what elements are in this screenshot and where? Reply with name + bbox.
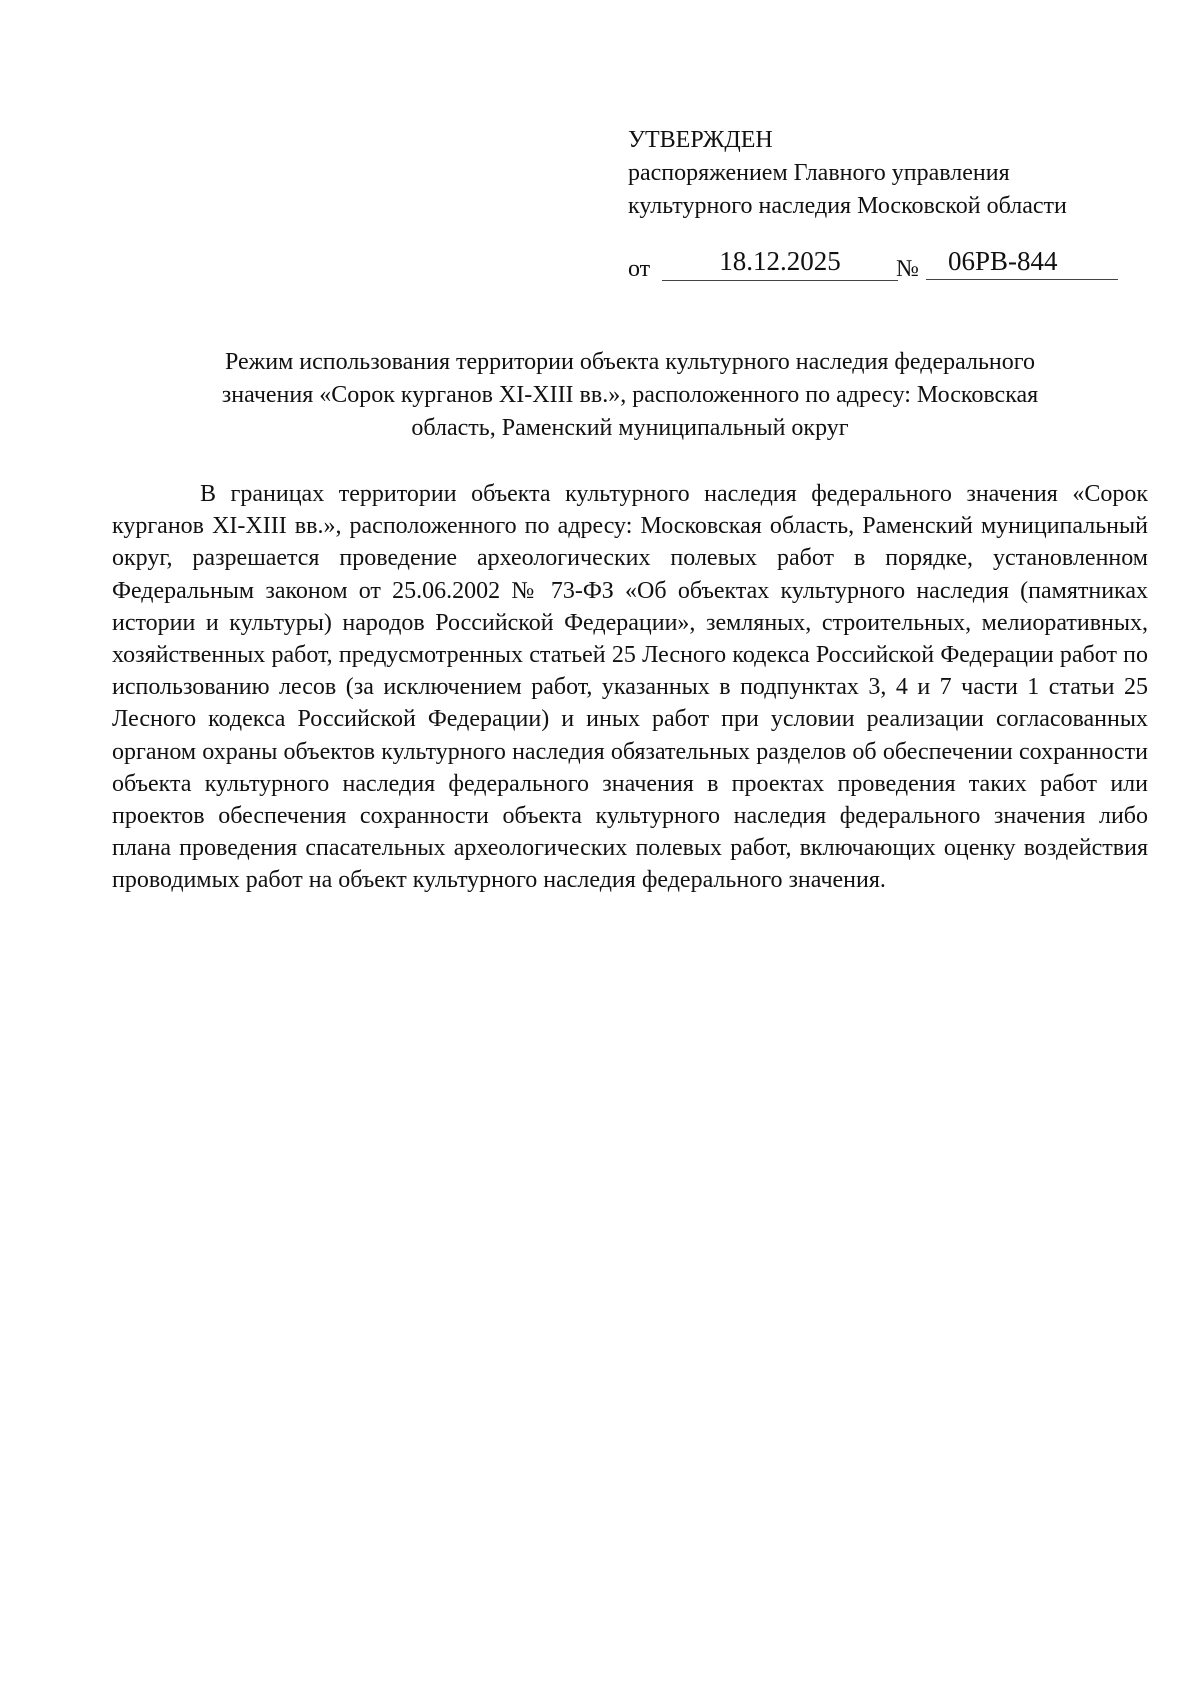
document-title	[112, 346, 1148, 445]
order-date: 18.12.2025	[662, 246, 898, 281]
order-details	[628, 246, 1118, 286]
order-number: 06РВ-844	[926, 246, 1118, 280]
document-title-line-3: область, Раменский муниципальный округ	[411, 415, 849, 441]
number-label: №	[896, 256, 919, 282]
body-paragraph: В границах территории объекта культурного наследия федерального значения «Сорок курганов XI-XIII вв.», расположенного по адресу: Московская область, Раменский муниципальный округ, разрешается проведение археологических полевых работ в порядке, установленном Федеральным законом от 25.06.2002 № 73-ФЗ «Об объектах культурного наследия (памятниках истории и культуры) народов Российской Федерации», земляных, строительных, мелиоративных, хозяйственных работ, предусмотренных статьей 25 Лесного кодекса Российской Федерации работ по использованию лесов (за исключением работ, указанных в подпунктах 3, 4 и 7 части 1 статьи 25 Лесного кодекса Российской Федерации) и иных работ при условии реализации согласованных органом охраны объектов культурного наследия обязательных разделов об обеспечении сохранности объекта культурного наследия федерального значения в проектах проведения таких работ или проектов обеспечения сохранности объекта культурного наследия федерального значения либо плана проведения спасательных археологических полевых работ, включающих оценку воздействия проводимых работ на объект культурного наследия федерального значения.	[112, 481, 1148, 894]
document-title-line-2: значения «Сорок курганов XI-XIII вв.», расположенного по адресу: Московская	[221, 382, 1039, 408]
approval-stamp	[628, 124, 1148, 223]
approval-title: УТВЕРЖДЕН	[628, 127, 773, 153]
date-label: от	[628, 256, 651, 282]
approval-line-2: культурного наследия Московской области	[628, 193, 1067, 219]
approval-line-1: распоряжением Главного управления	[628, 160, 1010, 186]
document-title-line-1: Режим использования территории объекта культурного наследия федерального	[225, 349, 1035, 375]
